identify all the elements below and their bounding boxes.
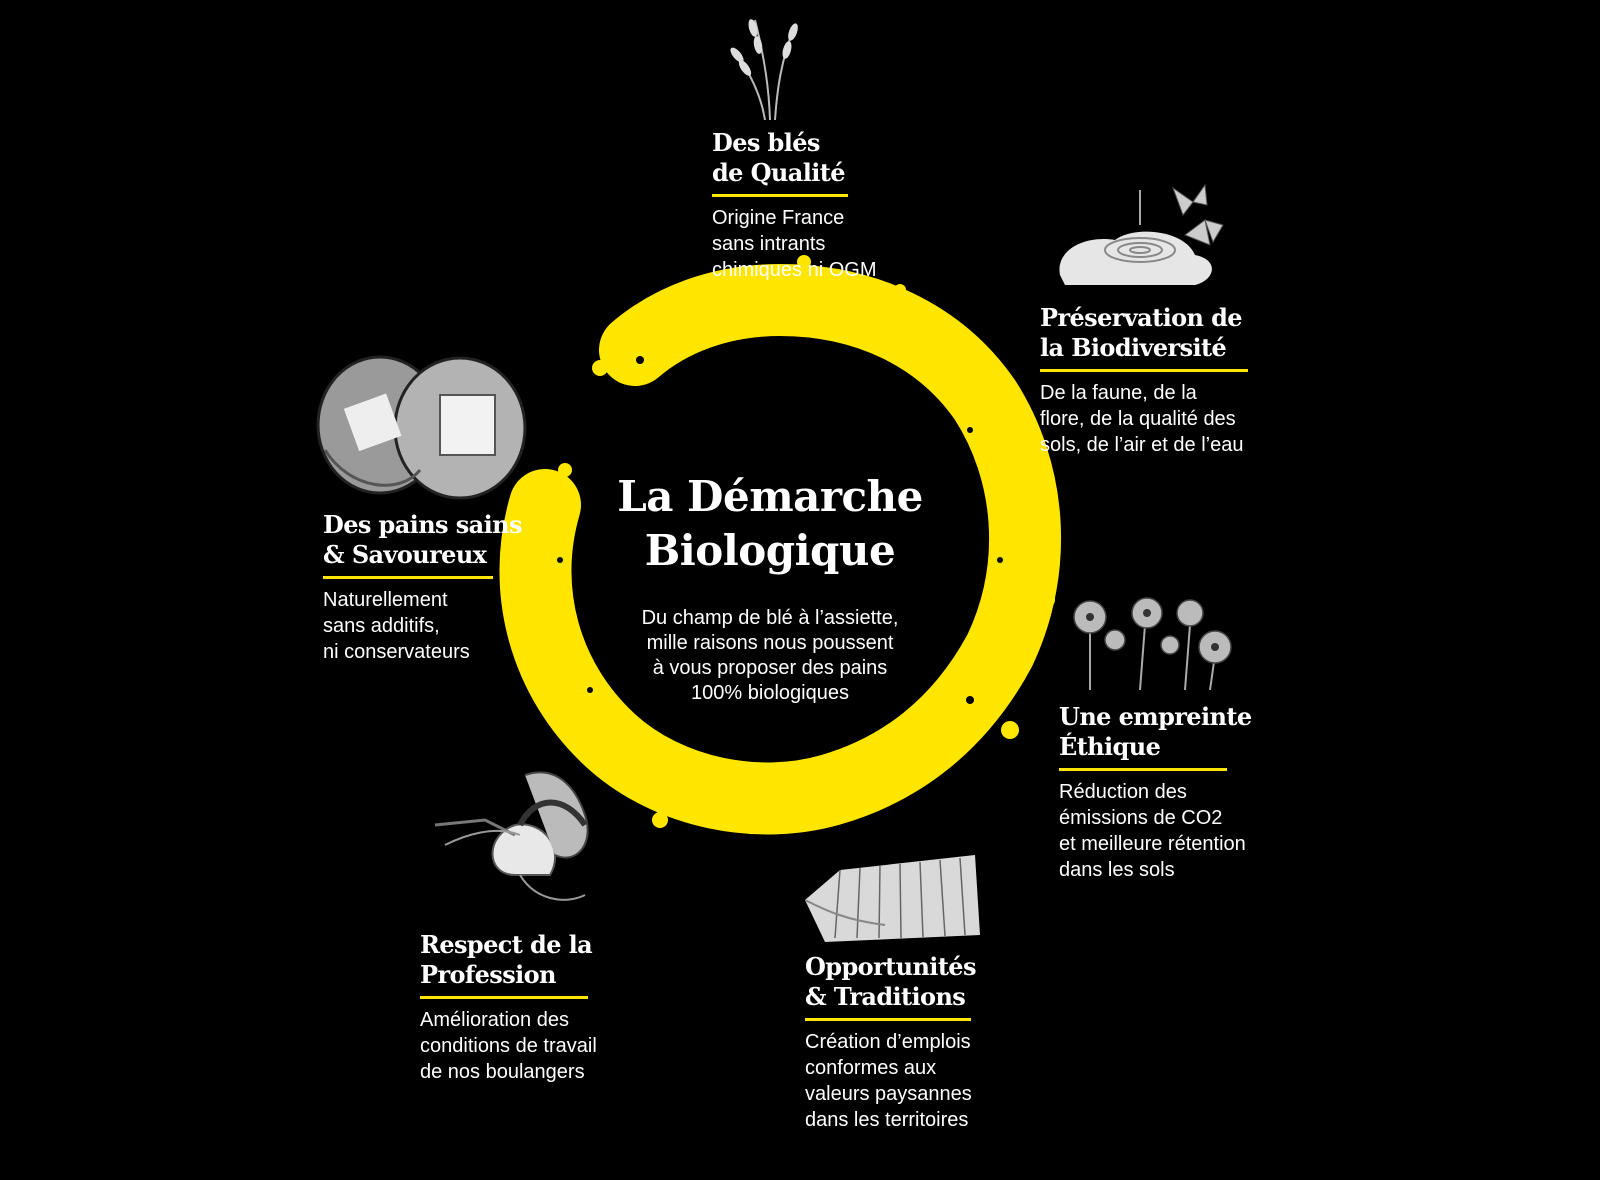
block-ethics-desc-line-4: dans les sols	[1059, 859, 1175, 881]
block-ethics	[1059, 702, 1252, 883]
block-breads-title-line-1: Des pains sains	[323, 510, 522, 539]
block-wheat-underline	[712, 194, 848, 197]
block-breads-title	[323, 510, 522, 570]
block-traditions-desc-line-3: valeurs paysannes	[805, 1083, 972, 1105]
butterfly-icon	[1055, 180, 1225, 290]
block-wheat	[712, 128, 877, 283]
block-breads-underline	[323, 576, 493, 579]
block-traditions-description	[805, 1029, 976, 1133]
cloth-icon	[805, 850, 985, 945]
wheat-icon	[725, 10, 815, 120]
block-ethics-title-line-1: Une empreinte	[1059, 702, 1252, 731]
bread-icon	[310, 350, 530, 500]
block-profession-title-line-2: Profession	[420, 960, 556, 989]
block-ethics-desc-line-2: émissions de CO2	[1059, 807, 1223, 829]
center-desc-line-1: Du champ de blé à l’assiette,	[641, 607, 899, 629]
center-description	[560, 606, 980, 706]
block-wheat-description	[712, 205, 877, 283]
block-breads-desc-line-3: ni conservateurs	[323, 641, 470, 663]
block-profession	[420, 930, 597, 1085]
block-biodiversity-title	[1040, 303, 1248, 363]
block-breads-desc-line-1: Naturellement	[323, 589, 448, 611]
block-breads-title-line-2: & Savoureux	[323, 540, 487, 569]
center-desc-line-3: à vous proposer des pains	[652, 657, 888, 679]
block-wheat-title-line-1: Des blés	[712, 128, 820, 157]
block-biodiversity-desc-line-1: De la faune, de la	[1040, 382, 1197, 404]
block-wheat-title	[712, 128, 877, 188]
block-traditions-desc-line-2: conformes aux	[805, 1057, 937, 1079]
block-traditions-title-line-1: Opportunités	[805, 952, 976, 981]
block-wheat-desc-line-3: chimiques ni OGM	[712, 259, 877, 281]
center-desc-line-4: 100% biologiques	[691, 682, 849, 704]
block-ethics-desc-line-1: Réduction des	[1059, 781, 1187, 803]
block-profession-title	[420, 930, 597, 990]
block-traditions	[805, 952, 976, 1133]
block-ethics-title	[1059, 702, 1252, 762]
block-biodiversity-underline	[1040, 369, 1248, 372]
block-profession-description	[420, 1007, 597, 1085]
center-title-line-1: La Démarche	[617, 472, 923, 521]
block-profession-title-line-1: Respect de la	[420, 930, 593, 959]
block-breads-desc-line-2: sans additifs,	[323, 615, 440, 637]
block-wheat-desc-line-2: sans intrants	[712, 233, 826, 255]
block-breads-description	[323, 587, 522, 665]
block-breads	[323, 510, 522, 665]
block-wheat-title-line-2: de Qualité	[712, 158, 845, 187]
block-profession-desc-line-2: conditions de travail	[420, 1035, 597, 1057]
block-profession-desc-line-1: Amélioration des	[420, 1009, 569, 1031]
block-ethics-description	[1059, 779, 1252, 883]
center-desc-line-2: mille raisons nous poussent	[646, 632, 894, 654]
block-traditions-underline	[805, 1018, 971, 1021]
block-biodiversity-desc-line-3: sols, de l’air et de l’eau	[1040, 434, 1244, 456]
block-profession-desc-line-3: de nos boulangers	[420, 1061, 585, 1083]
block-traditions-title-line-2: & Traditions	[805, 982, 966, 1011]
center-title-line-2: Biologique	[644, 526, 896, 575]
block-biodiversity	[1040, 303, 1248, 458]
block-traditions-desc-line-4: dans les territoires	[805, 1109, 969, 1131]
center-heading-group	[560, 470, 980, 706]
block-traditions-title	[805, 952, 976, 1012]
center-title	[560, 470, 980, 578]
block-traditions-desc-line-1: Création d’emplois	[805, 1031, 971, 1053]
block-profession-underline	[420, 996, 588, 999]
block-biodiversity-title-line-1: Préservation de	[1040, 303, 1242, 332]
block-wheat-desc-line-1: Origine France	[712, 207, 845, 229]
block-biodiversity-title-line-2: la Biodiversité	[1040, 333, 1227, 362]
poppy-icon	[1065, 595, 1235, 690]
block-ethics-underline	[1059, 768, 1227, 771]
block-biodiversity-description	[1040, 380, 1248, 458]
baker-hands-icon	[425, 755, 605, 915]
block-ethics-desc-line-3: et meilleure rétention	[1059, 833, 1246, 855]
block-biodiversity-desc-line-2: flore, de la qualité des	[1040, 408, 1236, 430]
block-ethics-title-line-2: Éthique	[1059, 732, 1161, 761]
